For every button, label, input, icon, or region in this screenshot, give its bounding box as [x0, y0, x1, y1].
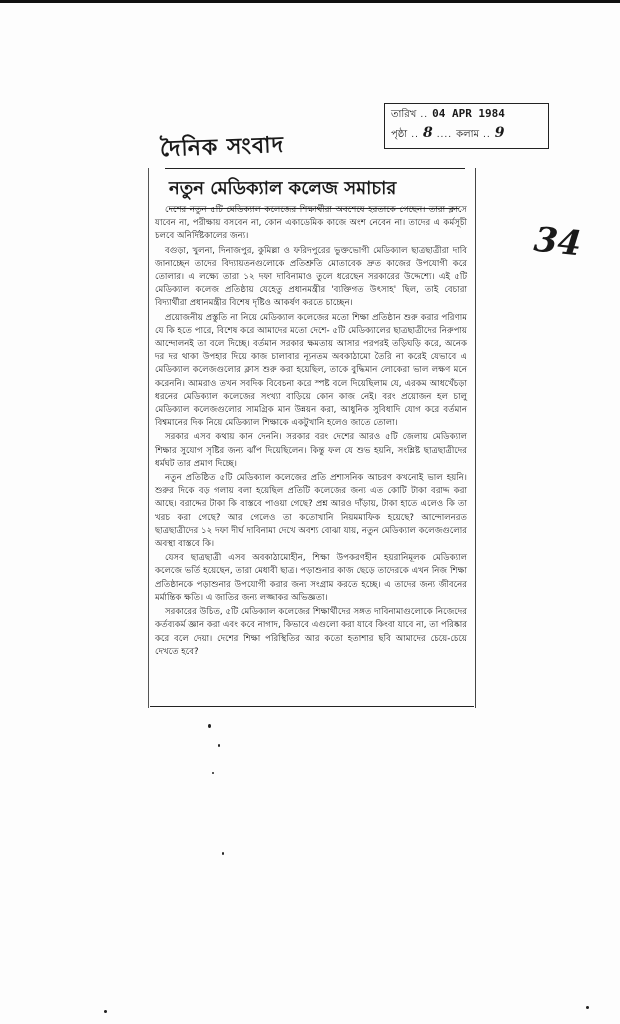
article-paragraph: দেশের নতুন ৫টি মেডিক্যাল কলেজের শিক্ষার্থীরা অবশেষে হরতাকে গেছেন। তারা ক্লাসে যাবেন না, পরীক্ষায় বসবেন না, কোন একাডেমিক কাজে অংশ নেবেন না। তাদের এ কর্মসূচী চলবে অনির্দিষ্টকালের জন্য। [155, 205, 467, 242]
article-body [155, 204, 467, 660]
clipping-bottom-rule [150, 706, 474, 707]
scan-speck [212, 772, 214, 774]
stamp-page-label: পৃষ্ঠা [391, 129, 408, 140]
stamp-dots: .... [436, 130, 453, 140]
article-paragraph: যেসব ছাত্রছাত্রী এসব অবকাঠামোহীন, শিক্ষা উপকরণহীন হয়রানিমূলক মেডিক্যাল কলেজে ভর্তি হয়েছেন, তারা মেধাবী ছাত্র। পড়াশুনার কাজ ছেড়ে তাদেরকে এখন নিজ শিক্ষা প্রতিষ্ঠানকে পড়াশুনার উপযোগী করার জন্য সংগ্রাম করতে হচ্ছে। এ তাদের জন্য জীবনের মর্মান্তিক ক্ষতি। এ জাতির জন্য লজ্জাকর অভিজ্ঞতা। [155, 553, 467, 603]
newspaper-clipping [148, 168, 476, 708]
handwritten-page-number: 34 [532, 219, 584, 265]
newspaper-masthead: দৈনিক সংবাদ [159, 131, 285, 163]
article-paragraph: সরকার এসব কথায় কান দেননি। সরকার বরং দেশের আরও ৫টি জেলায় মেডিক্যাল শিক্ষার সুযোগ সৃষ্টির জন্য ঝাঁপ দিয়েছিলেন। কিন্তু ফল যে শুভ হয়নি, সংশ্লিষ্ট ছাত্রছাত্রীদের ধর্মঘট তার প্রমাণ দিচ্ছে। [155, 432, 467, 469]
article-paragraph: নতুন প্রতিষ্ঠিত ৫টি মেডিক্যাল কলেজের প্রতি প্রশাসনিক আচরণ কখনোই ভাল হয়নি। শুরুর দিকে বড় গলায় বলা হয়েছিল প্রতিটি কলেজের জন্য এত কোটি টাকা বরাদ্দ করা আছে। বরাদ্দের টাকা কি বাস্তবে পাওয়া গেছে? প্রশ্ন আরও দাঁড়ায়, টাকা হাতে এলেও কি তা খরচ করা গেছে? আর গেলেও তা কতোখানি নিয়মমাফিক হয়েছে? আন্দোলনরত ছাত্রছাত্রীদের ১২ দফা দীর্ঘ দাবিনামা দেখে অবশ্য বোঝা যায়, নতুন মেডিক্যাল কলেজগুলোর অবস্থা বাস্তবে কি। [155, 473, 467, 550]
scan-edge [0, 0, 620, 3]
stamp-date-value: 04 APR 1984 [432, 107, 505, 120]
stamp-column-value: 9 [494, 125, 505, 141]
stamp-date-row [391, 107, 542, 125]
scan-speck [222, 852, 224, 855]
stamp-page-row [391, 125, 542, 143]
scan-speck [218, 744, 220, 747]
article-paragraph: সরকারের উচিত, ৫টি মেডিক্যাল কলেজের শিক্ষার্থীদের সঙ্গত দাবিনামাগুলোকে নিজেদের কর্তব্যকর্ম জ্ঞান করা এবং কবে নাগাদ, কিভাবে এগুলো করা যাবে কিংবা যাবে না, তা পরিষ্কার করে বলে দেয়া। দেশের শিক্ষা পরিস্থিতির আর কতো হতাশার ছবি আমাদের চেয়ে-চেয়ে দেখতে হবে? [155, 607, 467, 657]
stamp-date-label: তারিখ [391, 109, 417, 120]
stamp-dots: .. [411, 130, 419, 140]
stamp-page-value: 8 [422, 125, 433, 141]
stamp-dots: .. [420, 110, 429, 120]
archive-stamp [384, 103, 549, 149]
scan-speck [104, 1010, 107, 1013]
article-paragraph: বগুড়া, খুলনা, দিনাজপুর, কুমিল্লা ও ফরিদপুরের ভুক্তভোগী মেডিক্যাল ছাত্রছাত্রীরা দাবি জানাচ্ছেন তাদের বিদ্যায়তনগুলোকে প্রতিশ্রুতি মোতাবেক দ্রুত কাজের উপযোগী করে তোলার। এ লক্ষ্যে তারা ১২ দফা দাবিনামাও তুলে ধরেছেন সরকারের উদ্দেশ্যে। এই ৫টি মেডিক্যাল কলেজ প্রতিষ্ঠায় যেহেতু প্রধানমন্ত্রীর 'ব্যক্তিগত উৎসাহ' ছিল, তাই বেচারা বিদ্যার্থীরা প্রধানমন্ত্রীর বিশেষ দৃষ্টিও আকর্ষণ করতে চাচ্ছেন। [155, 245, 467, 309]
article-headline: নতুন মেডিক্যাল কলেজ সমাচার [169, 174, 459, 209]
stamp-column-label: কলাম [456, 129, 480, 140]
scan-speck [586, 1006, 589, 1009]
stamp-dots: .. [483, 130, 491, 140]
article-paragraph: প্রয়োজনীয় প্রস্তুতি না নিয়ে মেডিক্যাল কলেজের মতো শিক্ষা প্রতিষ্ঠান শুরু করার পরিণাম যে কি হতে পারে, বিশেষ করে আমাদের মতো দেশে- ৫টি মেডিক্যালের ছাত্রছাত্রীদের নিরুপায় আন্দোলনই তা বলে দিচ্ছে। বর্তমান সরকার ক্ষমতায় আসার পরপরই তড়িঘড়ি করে, অনেক দর দর থাকা উপহার দিয়ে কাজ চালাবার ন্যূনতম অবকাঠামো তৈরি না করেই যেভাবে এ মেডিক্যাল কলেজগুলোর ক্লাস শুরু করা হয়েছিল, তাকে বুদ্ধিমান লোকেরা ভাল লক্ষণ মনে করেননি। আমরাও তখন সবদিক বিবেচনা করে স্পষ্ট বলে দিয়েছিলাম যে, এরকম আধখেঁচড়া ধরনের মেডিক্যাল কলেজের সংখ্যা বাড়িয়ে কোন কাজ নেই। বরং প্রয়োজন হল চালু মেডিক্যাল কলেজগুলোর সামগ্রিক মান উন্নয়ন করা, আধুনিক সুবিধাদি যোগ করে বর্তমান বিশ্বমানের দিক নিয়ে মেডিক্যাল শিক্ষাকে একটুখানি হলেও জাতে তোলা। [155, 312, 467, 429]
scan-speck [208, 724, 211, 728]
clipping-top-edge [165, 168, 465, 169]
